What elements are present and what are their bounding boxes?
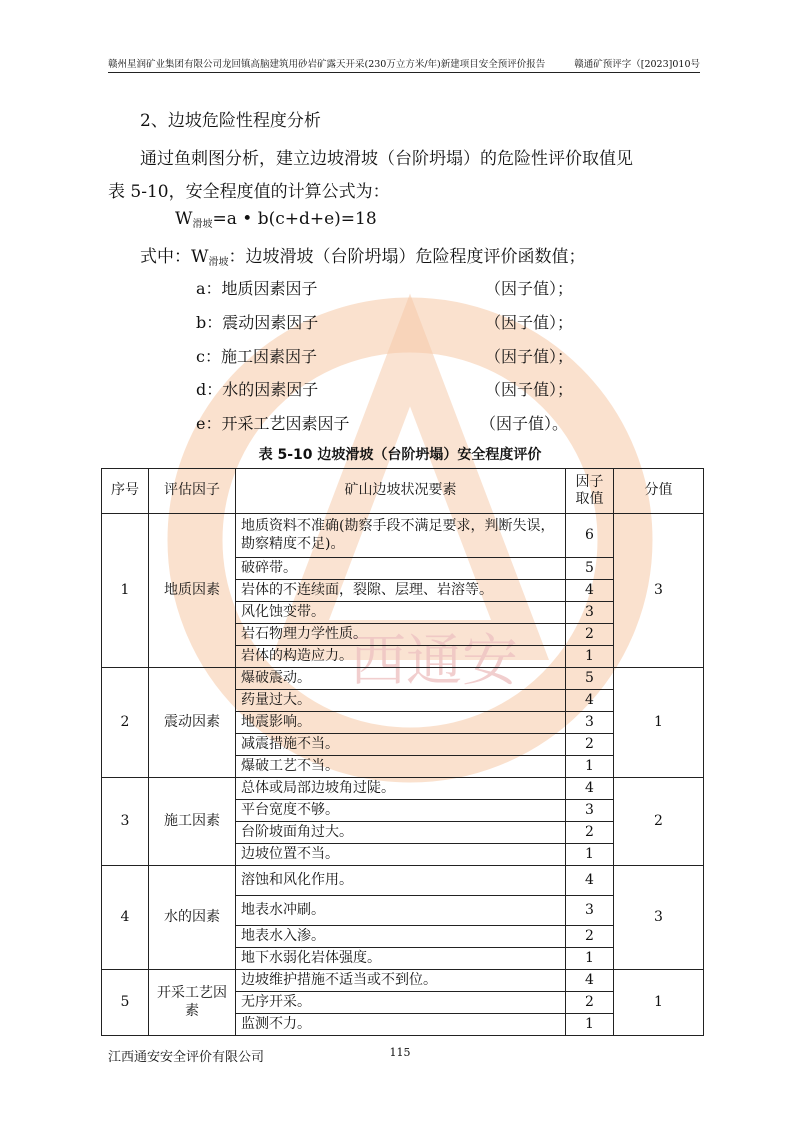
condition-cell: 地表水冲刷。 [236,896,566,926]
group-no: 5 [102,970,149,1036]
group-no: 3 [102,778,149,866]
condition-cell: 爆破工艺不当。 [236,756,566,778]
table-header-row [102,469,704,514]
factor-value-cell: 1 [566,646,614,668]
header-condition: 矿山边坡状况要素 [236,469,566,514]
condition-cell: 岩体的不连续面，裂隙、层理、岩溶等。 [236,580,566,602]
factor-value-cell: 2 [566,926,614,948]
group-factor: 施工因素 [149,778,236,866]
condition-cell: 岩石物理力学性质。 [236,624,566,646]
factor-a-label: a：地质因素因子 [196,279,318,298]
condition-cell: 边坡位置不当。 [236,844,566,866]
intro-line-2: 表 5-10，安全程度值的计算公式为： [108,182,390,202]
factor-value-cell: 3 [566,712,614,734]
formula-w: W [175,209,193,229]
section-title: 2、边坡危险性程度分析 [140,111,321,131]
formula-sub: 滑坡 [192,219,213,230]
factor-a-value: （因子值）； [485,279,574,298]
factor-b-value: （因子值）； [485,313,574,332]
header-doc-number: 赣通矿预评字（[2023]010号 [574,59,700,70]
condition-cell: 破碎带。 [236,558,566,580]
factor-e-value: （因子值）。 [480,414,569,433]
factor-value-cell: 4 [566,580,614,602]
table-row [102,970,704,992]
score-cell: 3 [614,866,704,970]
formula-explanation [140,242,585,268]
where-suffix: ：边坡滑坡（台阶坍塌）危险程度评价函数值； [228,247,586,267]
condition-cell: 地震影响。 [236,712,566,734]
condition-cell: 总体或局部边坡角过陡。 [236,778,566,800]
where-sub: 滑坡 [208,257,229,268]
factor-c-label: c：施工因素因子 [196,347,317,366]
header-factor: 评估因子 [149,469,236,514]
table-row [102,866,704,896]
factor-d-value: （因子值）； [485,380,574,399]
factor-e-label: e：开采工艺因素因子 [196,414,350,433]
header-report-title: 赣州星润矿业集团有限公司龙回镇高脑建筑用砂岩矿露天开采(230万立方米/年)新建项目安全预评价报告 [108,59,546,70]
condition-cell: 溶蚀和风化作用。 [236,866,566,896]
group-factor: 水的因素 [149,866,236,970]
header-score: 分值 [614,469,704,514]
factor-value-cell: 3 [566,896,614,926]
score-cell: 3 [614,514,704,668]
table-row [102,668,704,690]
factor-value-cell: 2 [566,822,614,844]
condition-cell: 地下水弱化岩体强度。 [236,948,566,970]
group-no: 1 [102,514,149,668]
factor-value-cell: 5 [566,558,614,580]
group-factor: 震动因素 [149,668,236,778]
factor-value-cell: 3 [566,800,614,822]
group-no: 2 [102,668,149,778]
factor-c-value: （因子值）； [485,347,574,366]
condition-cell: 台阶坡面角过大。 [236,822,566,844]
group-no: 4 [102,866,149,970]
condition-cell: 无序开采。 [236,992,566,1014]
factor-value-cell: 4 [566,866,614,896]
watermark-center-text: 西通安 [350,629,518,694]
condition-cell: 爆破震动。 [236,668,566,690]
group-factor: 地质因素 [149,514,236,668]
condition-cell: 岩体的构造应力。 [236,646,566,668]
condition-cell: 监测不力。 [236,1014,566,1036]
factor-value-cell: 4 [566,690,614,712]
condition-cell: 边坡维护措施不适当或不到位。 [236,970,566,992]
header-no: 序号 [102,469,149,514]
table-row [102,514,704,558]
factor-value-cell: 2 [566,734,614,756]
score-cell: 1 [614,970,704,1036]
factor-b-label: b：震动因素因子 [196,313,319,332]
factor-d-label: d：水的因素因子 [196,380,319,399]
factor-value-cell: 3 [566,602,614,624]
condition-cell: 风化蚀变带。 [236,602,566,624]
score-cell: 1 [614,668,704,778]
page-number: 115 [389,1046,411,1059]
table-title: 表 5-10 边坡滑坡（台阶坍塌）安全程度评价 [258,447,542,463]
factor-value-cell: 1 [566,756,614,778]
factor-value-cell: 2 [566,992,614,1014]
score-cell: 2 [614,778,704,866]
factor-value-cell: 4 [566,970,614,992]
formula [175,209,377,230]
safety-evaluation-table [101,468,704,1036]
condition-cell: 地质资料不准确(勘察手段不满足要求，判断失误，勘察精度不足)。 [236,514,566,558]
where-prefix: 式中：W [140,247,209,267]
formula-rhs: =a • b(c+d+e)=18 [212,209,377,229]
factor-value-cell: 1 [566,844,614,866]
factor-value-cell: 2 [566,624,614,646]
factor-value-cell: 1 [566,1014,614,1036]
group-factor: 开采工艺因素 [149,970,236,1036]
condition-cell: 减震措施不当。 [236,734,566,756]
condition-cell: 药量过大。 [236,690,566,712]
condition-cell: 平台宽度不够。 [236,800,566,822]
factor-value-cell: 6 [566,514,614,558]
condition-cell: 地表水入渗。 [236,926,566,948]
table-row [102,778,704,800]
factor-value-cell: 4 [566,778,614,800]
header-factor-value: 因子取值 [566,469,614,514]
factor-value-cell: 1 [566,948,614,970]
intro-line-1: 通过鱼刺图分析，建立边坡滑坡（台阶坍塌）的危险性评价取值见 [140,149,633,169]
factor-value-cell: 5 [566,668,614,690]
footer-company: 江西通安安全评价有限公司 [108,1050,265,1065]
page-header [108,56,700,73]
